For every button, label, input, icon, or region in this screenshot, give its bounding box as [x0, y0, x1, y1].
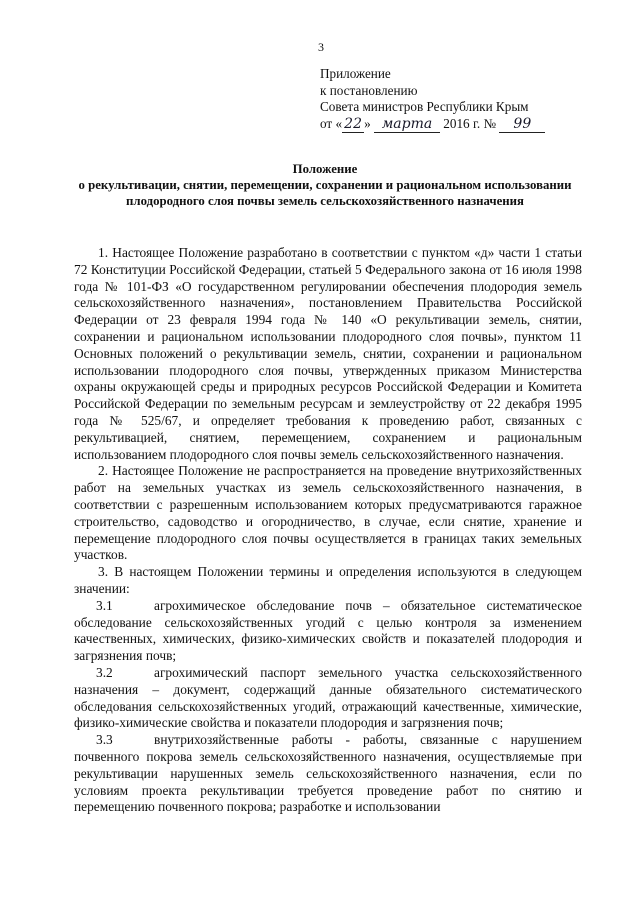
appendix-date-line: [320, 116, 545, 134]
title-line-2: о рекультивации, снятии, перемещении, сохранении и рациональном использовании плодородного слоя почвы земель сельскохозяйственного назначения: [78, 178, 572, 208]
date-prefix: от «: [320, 115, 343, 131]
definition-3-3: [74, 732, 582, 816]
paragraph-2: 2. Настоящее Положение не распространяется на проведение внутрихозяйственных работ на земельных участках из земель сельскохозяйственного назначения, в соответствии с разрешенным использованием которых предусматриваются гаражное строительство, садоводство и огородничество, в случае, если снятие, хранение и перемещение плодородного слоя почвы осуществляется в границах таких земельных участков.: [74, 463, 582, 563]
definition-3-1-text: агрохимическое обследование почв – обязательное систематическое обследование сельскохозяйственных угодий с целью контроля за изменением качественных, химических, физико-химических свойств и показателей плодородия и загрязнения почв;: [74, 597, 582, 664]
document-body: [74, 245, 582, 816]
definition-3-3-text: внутрихозяйственные работы - работы, связанные с нарушением почвенного покрова земель сельскохозяйственного назначения, осуществляемые при рекультивации нарушенных земель сельскохозяйственного назначения, если по условиям проекта рекультивации требуется проведение работ по снятию и перемещению почвенного покрова; разработке и использовании: [74, 732, 582, 815]
appendix-line-1: Приложение: [320, 66, 391, 81]
definition-3-2-number: 3.2: [96, 664, 113, 680]
definition-3-1: [74, 598, 582, 665]
document-number-handwritten: 99: [499, 116, 545, 134]
definition-3-2: [74, 665, 582, 732]
appendix-header: [320, 66, 545, 133]
paragraph-3: 3. В настоящем Положении термины и определения используются в следующем значении:: [74, 564, 582, 596]
definition-3-3-number: 3.3: [96, 732, 113, 748]
date-month-handwritten: марта: [374, 116, 440, 134]
paragraph-1: 1. Настоящее Положение разработано в соответствии с пунктом «д» части 1 статьи 72 Конституции Российской Федерации, статьей 5 Федерального закона от 16 июля 1998 года № 101-ФЗ «О государственном регулировании обеспечения плодородия земель сельскохозяйственного назначения», постановлением Правительства Российской Федерации от 23 февраля 1994 года № 140 «О рекультивации земель, снятии, сохранении и рациональном использовании плодородного слоя почвы», пунктом 11 Основных положений о рекультивации земель, снятии, сохранении и рациональном использовании плодородного слоя почвы, утвержденных приказом Министерства охраны окружающей среды и природных ресурсов Российской Федерации и Комитета Российской Федерации по земельным ресурсам и землеустройству от 22 декабря 1995 года № 525/67, и определяет требования к проведению работ, связанных с рекультивацией, снятием, перемещением, сохранением и рациональным использованием плодородного слоя почвы земель сельскохозяйственного назначения.: [74, 245, 582, 462]
appendix-line-3: Совета министров Республики Крым: [320, 99, 529, 114]
date-suffix: 2016 г. №: [443, 115, 497, 131]
date-mid: »: [364, 115, 371, 131]
page-number: 3: [318, 40, 324, 54]
appendix-line-2: к постановлению: [320, 82, 418, 98]
document-title: [70, 161, 580, 209]
date-day-handwritten: 22: [342, 116, 364, 134]
title-line-1: Положение: [292, 162, 358, 176]
definition-3-2-text: агрохимический паспорт земельного участка сельскохозяйственного назначения – документ, содержащий данные обязательного систематического обследования сельскохозяйственных угодий, отражающий качественные, химические, физико-химические свойства и показатели плодородия и загрязнения почв;: [74, 664, 582, 731]
definition-3-1-number: 3.1: [96, 597, 113, 613]
